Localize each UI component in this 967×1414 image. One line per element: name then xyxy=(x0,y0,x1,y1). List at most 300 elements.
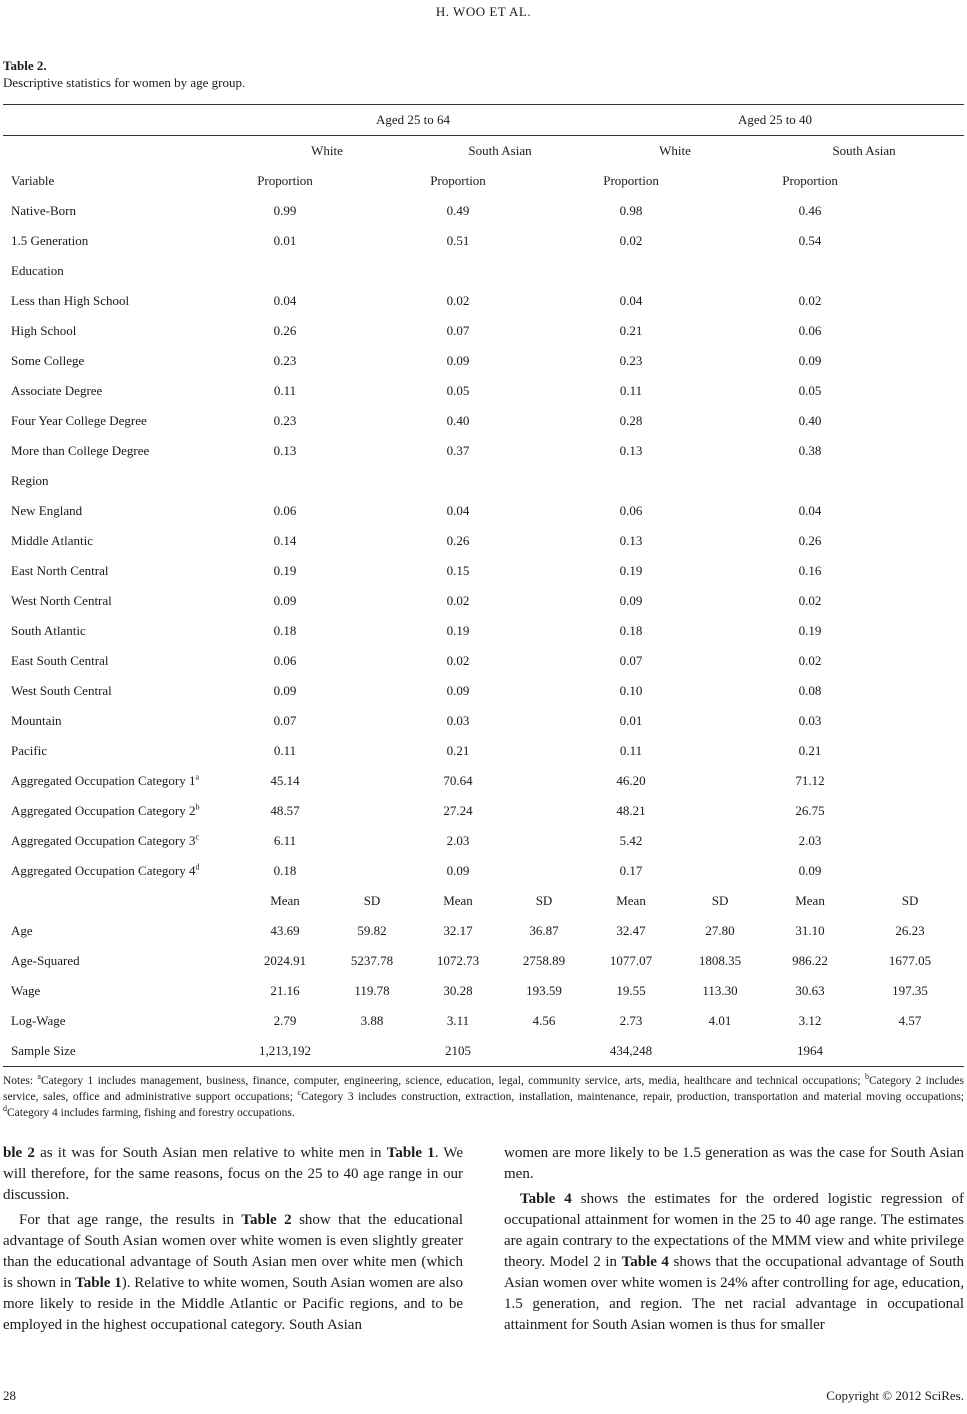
empty-cell xyxy=(330,556,414,586)
table-row xyxy=(3,676,964,706)
sample-size-row xyxy=(3,1036,964,1067)
note-a-marker: a xyxy=(37,1072,41,1082)
empty-cell xyxy=(502,196,586,226)
table-cell: 0.28 xyxy=(619,413,643,428)
table-cell: 0.07 xyxy=(446,323,470,338)
empty-cell xyxy=(330,856,414,886)
empty-cell xyxy=(856,676,964,706)
table-cell: 0.09 xyxy=(273,683,297,698)
empty-cell xyxy=(676,256,764,286)
table-cell: 0.21 xyxy=(446,743,470,758)
empty-cell xyxy=(856,826,964,856)
table-cell: 0.02 xyxy=(798,653,822,668)
ethnic-group-header-row xyxy=(3,136,964,167)
empty-cell xyxy=(330,526,414,556)
empty-cell xyxy=(856,196,964,226)
table-row xyxy=(3,946,964,976)
table-cell: 0.02 xyxy=(446,293,470,308)
table-cell: 0.19 xyxy=(798,623,822,638)
table-cell: 36.87 xyxy=(529,923,559,938)
empty-cell xyxy=(856,526,964,556)
table-cell: 197.35 xyxy=(892,983,928,998)
empty-cell xyxy=(502,346,586,376)
note-c-marker: c xyxy=(297,1088,302,1098)
row-label-text: East North Central xyxy=(11,563,109,578)
table-cell: 2.73 xyxy=(619,1013,643,1028)
table-cell: 0.09 xyxy=(798,863,822,878)
page-number: 28 xyxy=(3,1388,16,1403)
mean-sd-header: Mean xyxy=(270,893,300,908)
row-label-text: Region xyxy=(11,473,49,488)
row-label xyxy=(3,916,240,946)
table-cell: 0.54 xyxy=(798,233,822,248)
empty-cell xyxy=(502,466,586,496)
table-cell xyxy=(240,256,330,286)
table-ref: Table 1 xyxy=(386,1145,435,1161)
ethnic-group-header: South Asian xyxy=(832,143,896,158)
table-cell: 1808.35 xyxy=(698,953,742,968)
table-row xyxy=(3,976,964,1006)
table-cell xyxy=(240,466,330,496)
row-label xyxy=(3,346,240,376)
mean-sd-header: SD xyxy=(711,893,729,908)
table-cell: 0.38 xyxy=(798,443,822,458)
note-a: Category 1 includes management, business, finance, computer, engineering, science, education, legal, community service, arts, media, healthcare and technical occupations; xyxy=(40,1075,865,1087)
empty-cell xyxy=(856,316,964,346)
table-row xyxy=(3,436,964,466)
note-d: Category 4 includes farming, fishing and forestry occupations. xyxy=(7,1107,295,1119)
empty-cell xyxy=(502,766,586,796)
empty-cell xyxy=(502,376,586,406)
table-caption: Descriptive statistics for women by age group. xyxy=(3,75,246,90)
empty-cell xyxy=(330,466,414,496)
proportion-header: Proportion xyxy=(430,173,486,188)
empty-cell xyxy=(502,1036,586,1067)
table-cell: 1077.07 xyxy=(609,953,653,968)
table-cell: 0.99 xyxy=(273,203,297,218)
empty-cell xyxy=(676,286,764,316)
table-row xyxy=(3,196,964,226)
table-cell: 1964 xyxy=(764,1036,856,1067)
table-cell: 0.01 xyxy=(273,233,297,248)
row-label xyxy=(3,286,240,316)
proportion-header: Proportion xyxy=(603,173,659,188)
empty-cell xyxy=(330,286,414,316)
table-cell: 19.55 xyxy=(616,983,646,998)
ethnic-group-header: White xyxy=(311,143,343,158)
empty-cell xyxy=(676,466,764,496)
row-label xyxy=(3,316,240,346)
table-cell: 45.14 xyxy=(270,773,300,788)
row-label-text: Wage xyxy=(11,983,41,998)
table-cell: 0.06 xyxy=(798,323,822,338)
table-cell: 0.09 xyxy=(273,593,297,608)
table-row xyxy=(3,286,964,316)
running-head: H. WOO ET AL. xyxy=(435,4,532,19)
empty-cell xyxy=(856,256,964,286)
age-group-header: Aged 25 to 40 xyxy=(586,105,964,136)
footnote-marker: c xyxy=(195,832,200,842)
table-cell: 0.51 xyxy=(446,233,470,248)
table-row xyxy=(3,856,964,886)
table-cell: 32.47 xyxy=(616,923,646,938)
empty-cell xyxy=(502,436,586,466)
empty-cell xyxy=(856,436,964,466)
row-label xyxy=(3,796,240,826)
empty-cell xyxy=(502,586,586,616)
text-run: shows that the occupational advantage of South Asian women over white women is 24% after controlling for age, education, 1.5 generation, and region. The net racial advantage in occupational attainment for South Asian women is thus for smaller xyxy=(504,1254,964,1333)
row-label xyxy=(3,196,240,226)
table-cell: 0.13 xyxy=(273,443,297,458)
table-cell: 0.06 xyxy=(273,653,297,668)
proportion-header-row xyxy=(3,166,964,196)
empty-cell xyxy=(330,196,414,226)
empty-cell xyxy=(330,316,414,346)
empty-cell xyxy=(502,706,586,736)
table-cell: 4.56 xyxy=(532,1013,556,1028)
table-cell: 59.82 xyxy=(357,923,387,938)
table-cell: 2.03 xyxy=(446,833,470,848)
row-label-text: Four Year College Degree xyxy=(11,413,147,428)
empty-cell xyxy=(330,586,414,616)
row-label-text: Mountain xyxy=(11,713,62,728)
table-row xyxy=(3,496,964,526)
empty-cell xyxy=(856,496,964,526)
row-label xyxy=(3,976,240,1006)
empty-cell xyxy=(330,436,414,466)
table-cell: 0.15 xyxy=(446,563,470,578)
table-ref: ble 2 xyxy=(3,1145,35,1161)
row-label xyxy=(3,646,240,676)
empty-cell xyxy=(856,346,964,376)
table-cell xyxy=(586,256,676,286)
row-label-text: Aggregated Occupation Category 1 xyxy=(11,773,196,788)
empty-cell xyxy=(856,406,964,436)
table-cell: 48.57 xyxy=(270,803,300,818)
row-label xyxy=(3,436,240,466)
row-label-text: West South Central xyxy=(11,683,112,698)
table-row xyxy=(3,586,964,616)
table-cell: 0.19 xyxy=(446,623,470,638)
table-cell: 31.10 xyxy=(795,923,825,938)
left-column xyxy=(3,1143,463,1336)
table-cell: 26.75 xyxy=(795,803,825,818)
table-notes xyxy=(3,1073,964,1121)
empty-cell xyxy=(676,406,764,436)
mean-sd-header: Mean xyxy=(443,893,473,908)
table-row xyxy=(3,346,964,376)
table-cell: 0.02 xyxy=(446,593,470,608)
table-cell: 5237.78 xyxy=(350,953,394,968)
table-cell: 0.01 xyxy=(619,713,643,728)
table-row xyxy=(3,736,964,766)
table-cell: 2758.89 xyxy=(522,953,566,968)
table-cell: 2.79 xyxy=(273,1013,297,1028)
note-b: Category 2 includes service, sales, office and administrative support occupations; xyxy=(3,1075,964,1103)
table-cell: 0.17 xyxy=(619,863,643,878)
empty-cell xyxy=(856,1036,964,1067)
empty-cell xyxy=(676,496,764,526)
table-cell: 0.04 xyxy=(446,503,470,518)
table-cell: 986.22 xyxy=(792,953,828,968)
row-label xyxy=(3,736,240,766)
table-cell: 4.57 xyxy=(898,1013,922,1028)
empty-cell xyxy=(856,556,964,586)
empty-cell xyxy=(502,286,586,316)
table-cell: 0.04 xyxy=(798,503,822,518)
mean-sd-header: SD xyxy=(535,893,553,908)
empty-cell xyxy=(676,196,764,226)
table-cell: 1677.05 xyxy=(888,953,932,968)
empty-cell xyxy=(502,736,586,766)
table-cell: 0.13 xyxy=(619,533,643,548)
table-cell: 0.09 xyxy=(446,863,470,878)
table-cell: 3.12 xyxy=(798,1013,822,1028)
table-cell: 0.13 xyxy=(619,443,643,458)
ethnic-group-header: White xyxy=(659,143,691,158)
row-label-text: 1.5 Generation xyxy=(11,233,89,248)
note-c: Category 3 includes construction, extraction, installation, maintenance, repair, production, transportation and material moving occupations; xyxy=(301,1091,964,1103)
row-label-text: Aggregated Occupation Category 2 xyxy=(11,803,196,818)
empty-cell xyxy=(502,646,586,676)
text-run: ). Relative to white women, South Asian women are also more likely to reside in the Middle Atlantic or Pacific regions, and to be employed in the highest occupational category. South Asian xyxy=(3,1275,464,1333)
row-label-text: East South Central xyxy=(11,653,109,668)
table-row xyxy=(3,226,964,256)
empty-cell xyxy=(676,646,764,676)
notes-lead: Notes: xyxy=(3,1075,38,1087)
table-cell: 0.18 xyxy=(619,623,643,638)
empty-cell xyxy=(502,316,586,346)
row-label-text: Pacific xyxy=(11,743,48,758)
text-run: For that age range, the results in xyxy=(19,1212,242,1228)
row-label-text: High School xyxy=(11,323,77,338)
empty-cell xyxy=(330,646,414,676)
table-row xyxy=(3,616,964,646)
table-cell: 0.02 xyxy=(446,653,470,668)
empty-cell xyxy=(676,826,764,856)
row-label-text: Aggregated Occupation Category 4 xyxy=(11,863,196,878)
table-cell: 0.11 xyxy=(273,383,297,398)
copyright: Copyright © 2012 SciRes. xyxy=(826,1388,964,1403)
table-cell: 0.23 xyxy=(619,353,643,368)
table-ref: Table 4 xyxy=(520,1191,572,1207)
table-row xyxy=(3,256,964,286)
table-cell: 0.02 xyxy=(798,293,822,308)
footnote-marker: a xyxy=(195,772,200,782)
right-paragraph-1: women are more likely to be 1.5 generation as was the case for South Asian men. xyxy=(504,1145,964,1182)
table-cell: 0.07 xyxy=(273,713,297,728)
table-title: Table 2. xyxy=(3,58,47,73)
row-label-text: West North Central xyxy=(11,593,112,608)
row-label-text: Associate Degree xyxy=(11,383,103,398)
empty-cell xyxy=(3,886,240,916)
empty-cell xyxy=(856,226,964,256)
mean-sd-header: SD xyxy=(901,893,919,908)
table-row xyxy=(3,466,964,496)
empty-cell xyxy=(502,526,586,556)
row-label xyxy=(3,556,240,586)
row-label xyxy=(3,586,240,616)
right-paragraph-2 xyxy=(504,1189,964,1336)
age-group-header: Aged 25 to 64 xyxy=(240,105,586,136)
table-cell: 434,248 xyxy=(586,1036,676,1067)
empty-cell xyxy=(856,376,964,406)
row-label xyxy=(3,766,240,796)
table-cell: 5.42 xyxy=(619,833,643,848)
table-cell: 0.21 xyxy=(798,743,822,758)
table-cell: 30.63 xyxy=(795,983,825,998)
table-cell: 0.23 xyxy=(273,413,297,428)
table-cell: 113.30 xyxy=(702,983,738,998)
variable-header: Variable xyxy=(11,173,55,188)
table-cell: 0.06 xyxy=(273,503,297,518)
empty-cell xyxy=(502,616,586,646)
empty-cell xyxy=(676,556,764,586)
empty-cell xyxy=(330,1036,414,1067)
table-cell: 27.80 xyxy=(705,923,735,938)
table-cell: 46.20 xyxy=(616,773,646,788)
table-cell: 0.16 xyxy=(798,563,822,578)
age-group-header-row xyxy=(3,105,964,136)
row-label xyxy=(3,1006,240,1036)
table-row xyxy=(3,1006,964,1036)
footnote-marker: b xyxy=(195,802,200,812)
table-cell: 71.12 xyxy=(795,773,825,788)
empty-cell xyxy=(330,496,414,526)
empty-cell xyxy=(330,616,414,646)
table-cell: 3.88 xyxy=(360,1013,384,1028)
table-cell: 0.09 xyxy=(798,353,822,368)
table-cell: 0.37 xyxy=(446,443,470,458)
table-cell: 48.21 xyxy=(616,803,646,818)
table-row xyxy=(3,826,964,856)
row-label-text: Middle Atlantic xyxy=(11,533,93,548)
empty-cell xyxy=(330,376,414,406)
empty-cell xyxy=(330,766,414,796)
row-label xyxy=(3,856,240,886)
table-cell: 0.05 xyxy=(798,383,822,398)
mean-sd-header: SD xyxy=(363,893,381,908)
empty-cell xyxy=(330,826,414,856)
table-cell: 0.23 xyxy=(273,353,297,368)
empty-cell xyxy=(676,346,764,376)
descriptive-statistics-table xyxy=(3,104,964,1067)
row-label xyxy=(3,526,240,556)
empty-cell xyxy=(856,586,964,616)
empty-cell xyxy=(676,226,764,256)
empty-cell xyxy=(330,346,414,376)
table-row xyxy=(3,376,964,406)
table-cell xyxy=(764,256,856,286)
table-cell: 0.49 xyxy=(446,203,470,218)
row-label xyxy=(3,466,240,496)
table-cell: 27.24 xyxy=(443,803,473,818)
table-cell: 70.64 xyxy=(443,773,473,788)
proportion-header: Proportion xyxy=(782,173,838,188)
row-label xyxy=(3,256,240,286)
table-ref: Table 4 xyxy=(621,1254,669,1270)
table-cell xyxy=(414,466,502,496)
empty-cell xyxy=(676,766,764,796)
empty-cell xyxy=(856,736,964,766)
empty-cell xyxy=(856,766,964,796)
table-cell: 0.10 xyxy=(619,683,643,698)
table-cell: 0.04 xyxy=(273,293,297,308)
right-column xyxy=(504,1143,964,1336)
table-cell: 0.03 xyxy=(446,713,470,728)
row-label-text: Sample Size xyxy=(11,1043,76,1058)
empty-cell xyxy=(502,406,586,436)
empty-cell xyxy=(502,556,586,586)
table-cell: 0.98 xyxy=(619,203,643,218)
row-label xyxy=(3,706,240,736)
table-cell: 0.40 xyxy=(446,413,470,428)
table-cell: 21.16 xyxy=(270,983,300,998)
table-cell: 2.03 xyxy=(798,833,822,848)
table-cell: 0.09 xyxy=(619,593,643,608)
empty-cell xyxy=(502,256,586,286)
table-cell: 2024.91 xyxy=(263,953,307,968)
empty-cell xyxy=(676,736,764,766)
left-paragraph-1 xyxy=(3,1143,463,1206)
table-cell: 0.18 xyxy=(273,623,297,638)
table-row xyxy=(3,526,964,556)
text-run: . We will therefore, for the same reasons, focus on the 25 to 40 age range in our discussion. xyxy=(3,1145,464,1203)
row-label xyxy=(3,616,240,646)
empty-cell xyxy=(330,406,414,436)
table-cell: 1072.73 xyxy=(436,953,480,968)
table-cell: 193.59 xyxy=(526,983,562,998)
table-cell: 0.07 xyxy=(619,653,643,668)
empty-cell xyxy=(330,796,414,826)
table-cell: 0.18 xyxy=(273,863,297,878)
table-ref: Table 2 xyxy=(241,1212,292,1228)
empty-cell xyxy=(502,826,586,856)
table-row xyxy=(3,556,964,586)
table-row xyxy=(3,316,964,346)
table-cell: 4.01 xyxy=(708,1013,732,1028)
empty-cell xyxy=(676,676,764,706)
row-label-text: Education xyxy=(11,263,64,278)
note-d-marker: d xyxy=(3,1104,7,1114)
empty-cell xyxy=(330,226,414,256)
table-cell xyxy=(414,256,502,286)
empty-cell xyxy=(676,616,764,646)
table-row xyxy=(3,916,964,946)
empty-cell xyxy=(676,586,764,616)
row-label-text: Age xyxy=(11,923,33,938)
row-label-text: More than College Degree xyxy=(11,443,150,458)
table-cell: 0.26 xyxy=(446,533,470,548)
table-row xyxy=(3,766,964,796)
table-cell: 0.04 xyxy=(619,293,643,308)
row-label xyxy=(3,226,240,256)
empty-cell xyxy=(502,796,586,826)
empty-cell xyxy=(676,1036,764,1067)
table-cell xyxy=(586,466,676,496)
table-cell: 43.69 xyxy=(270,923,300,938)
table-cell: 32.17 xyxy=(443,923,473,938)
table-cell: 0.11 xyxy=(619,383,643,398)
empty-cell xyxy=(676,526,764,556)
table-cell: 0.40 xyxy=(798,413,822,428)
row-label xyxy=(3,676,240,706)
table-row xyxy=(3,646,964,676)
row-label xyxy=(3,406,240,436)
row-label-text: Less than High School xyxy=(11,293,130,308)
table-cell: 30.28 xyxy=(443,983,473,998)
empty-cell xyxy=(676,436,764,466)
